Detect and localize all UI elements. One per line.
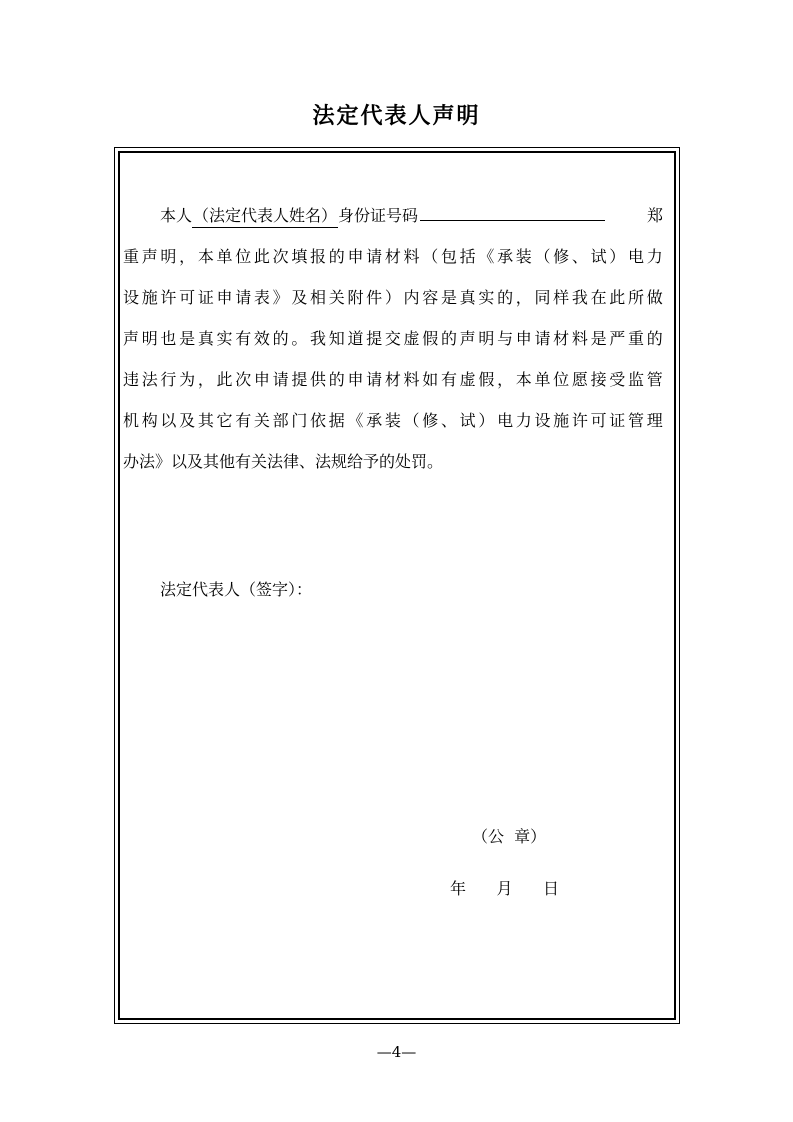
declaration-text	[123, 195, 663, 482]
declaration-line-last	[123, 441, 663, 482]
declaration-line: 违 法 行 为 ， 此 次 申 请 提 供 的 申 请 材 料 如 有 虚 假 ， 本 单 位 愿 接 受 监 管	[123, 370, 663, 389]
signature-label: 法定代表人（签字）：	[160, 580, 313, 599]
declaration-line: 机 构 以 及 其 它 有 关 部 门 依 据 《 承 装 （ 修 、 试 ） 电 力 设 施 许 可 证 管 理	[123, 411, 663, 430]
declaration-line: 声 明 也 是 真 实 有 效 的 。 我 知 道 提 交 虚 假 的 声 明 与 申 请 材 料 是 严 重 的	[123, 329, 663, 348]
declaration-line-1	[123, 195, 663, 236]
declaration-line: 重 声 明 ， 本 单 位 此 次 填 报 的 申 请 材 料 （ 包 括 《 承 装 （ 修 、 试 ） 电 力	[123, 247, 663, 266]
declaration-line-1-end: 郑	[646, 206, 663, 225]
document-title: 法定代表人声明	[312, 103, 481, 129]
date-label: 年 月 日	[450, 879, 560, 898]
declaration-line-text: 办法》以及其他有关法律、法规给予的处罚。	[123, 452, 444, 471]
id-number-label: 身份证号码	[338, 206, 419, 225]
declaration-prefix: 本人	[160, 206, 193, 225]
representative-name-field[interactable]: （法定代表人姓名）	[192, 205, 338, 228]
official-seal-label: （公 章）	[472, 827, 547, 846]
page-number: —4—	[376, 1043, 417, 1061]
declaration-line: 设 施 许 可 证 申 请 表 》 及 相 关 附 件 ） 内 容 是 真 实 的 ， 同 样 我 在 此 所 做	[123, 288, 663, 307]
id-number-field[interactable]	[420, 198, 605, 221]
